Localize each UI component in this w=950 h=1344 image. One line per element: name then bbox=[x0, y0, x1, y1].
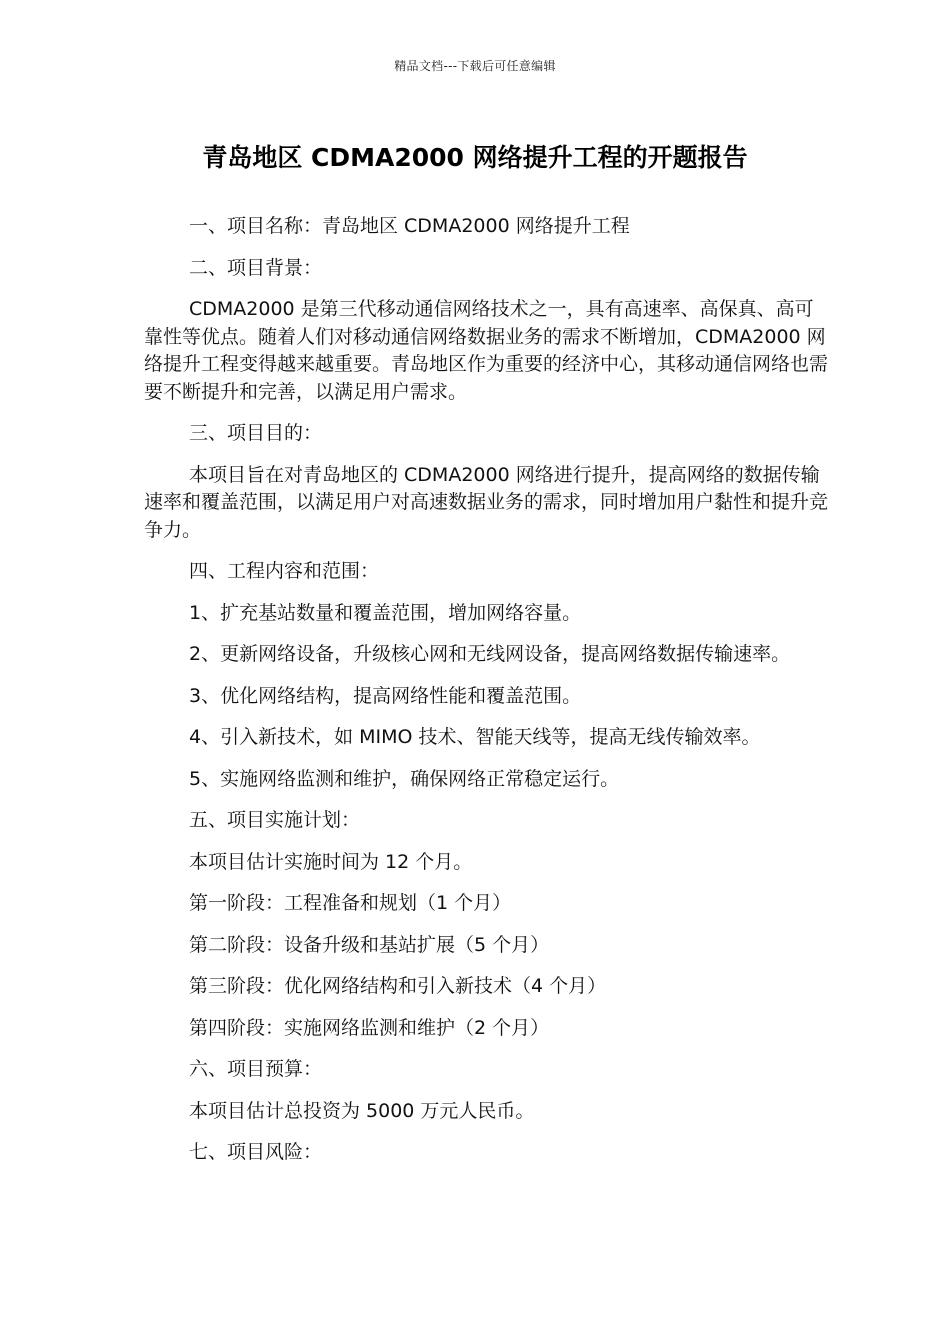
paragraph-project-name: 一、项目名称：青岛地区 CDMA2000 网络提升工程 bbox=[189, 215, 630, 237]
paragraph-purpose: 本项目旨在对青岛地区的 CDMA2000 网络进行提升，提高网络的数据传输速率和覆盖范围，以满足用户对高速数据业务的需求，同时增加用户黏性和提升竞争力。 bbox=[144, 463, 829, 541]
list-item-scope-2: 2、更新网络设备，升级核心网和无线网设备，提高网络数据传输速率。 bbox=[189, 643, 791, 665]
paragraph-budget: 本项目估计总投资为 5000 万元人民币。 bbox=[189, 1099, 535, 1122]
list-item-scope-1: 1、扩充基站数量和覆盖范围，增加网络容量。 bbox=[189, 601, 582, 624]
paragraph-plan-duration: 本项目估计实施时间为 12 个月。 bbox=[189, 850, 473, 873]
heading-budget: 六、项目预算： bbox=[189, 1058, 323, 1080]
heading-risk: 七、项目风险： bbox=[189, 1141, 323, 1163]
plan-phase-1: 第一阶段：工程准备和规划（1 个月） bbox=[189, 892, 512, 914]
paragraph-background: CDMA2000 是第三代移动通信网络技术之一，具有高速率、高保真、高可靠性等优点。随着人们对移动通信网络数据业务的需求不断增加，CDMA2000 网络提升工程变得越来越重要。青岛地区作为重要的经济中心，其移动通信网络也需要不断提升和完善，以满足用户需求。 bbox=[144, 298, 829, 403]
heading-scope: 四、工程内容和范围： bbox=[189, 560, 380, 582]
page-header: 精品文档---下载后可任意编辑 bbox=[394, 59, 556, 73]
plan-phase-3: 第三阶段：优化网络结构和引入新技术（4 个月） bbox=[189, 975, 607, 997]
list-item-scope-5: 5、实施网络监测和维护，确保网络正常稳定运行。 bbox=[189, 767, 620, 790]
heading-project-purpose: 三、项目目的： bbox=[189, 422, 323, 444]
heading-project-background: 二、项目背景： bbox=[189, 256, 323, 279]
plan-phase-4: 第四阶段：实施网络监测和维护（2 个月） bbox=[189, 1016, 550, 1039]
document-title: 青岛地区 CDMA2000 网络提升工程的开题报告 bbox=[202, 143, 748, 172]
document-body bbox=[144, 213, 828, 1181]
heading-plan: 五、项目实施计划： bbox=[189, 809, 361, 831]
plan-phase-2: 第二阶段：设备升级和基站扩展（5 个月） bbox=[189, 933, 550, 956]
list-item-scope-4: 4、引入新技术，如 MIMO 技术、智能天线等，提高无线传输效率。 bbox=[189, 726, 761, 748]
list-item-scope-3: 3、优化网络结构，提高网络性能和覆盖范围。 bbox=[189, 684, 582, 707]
